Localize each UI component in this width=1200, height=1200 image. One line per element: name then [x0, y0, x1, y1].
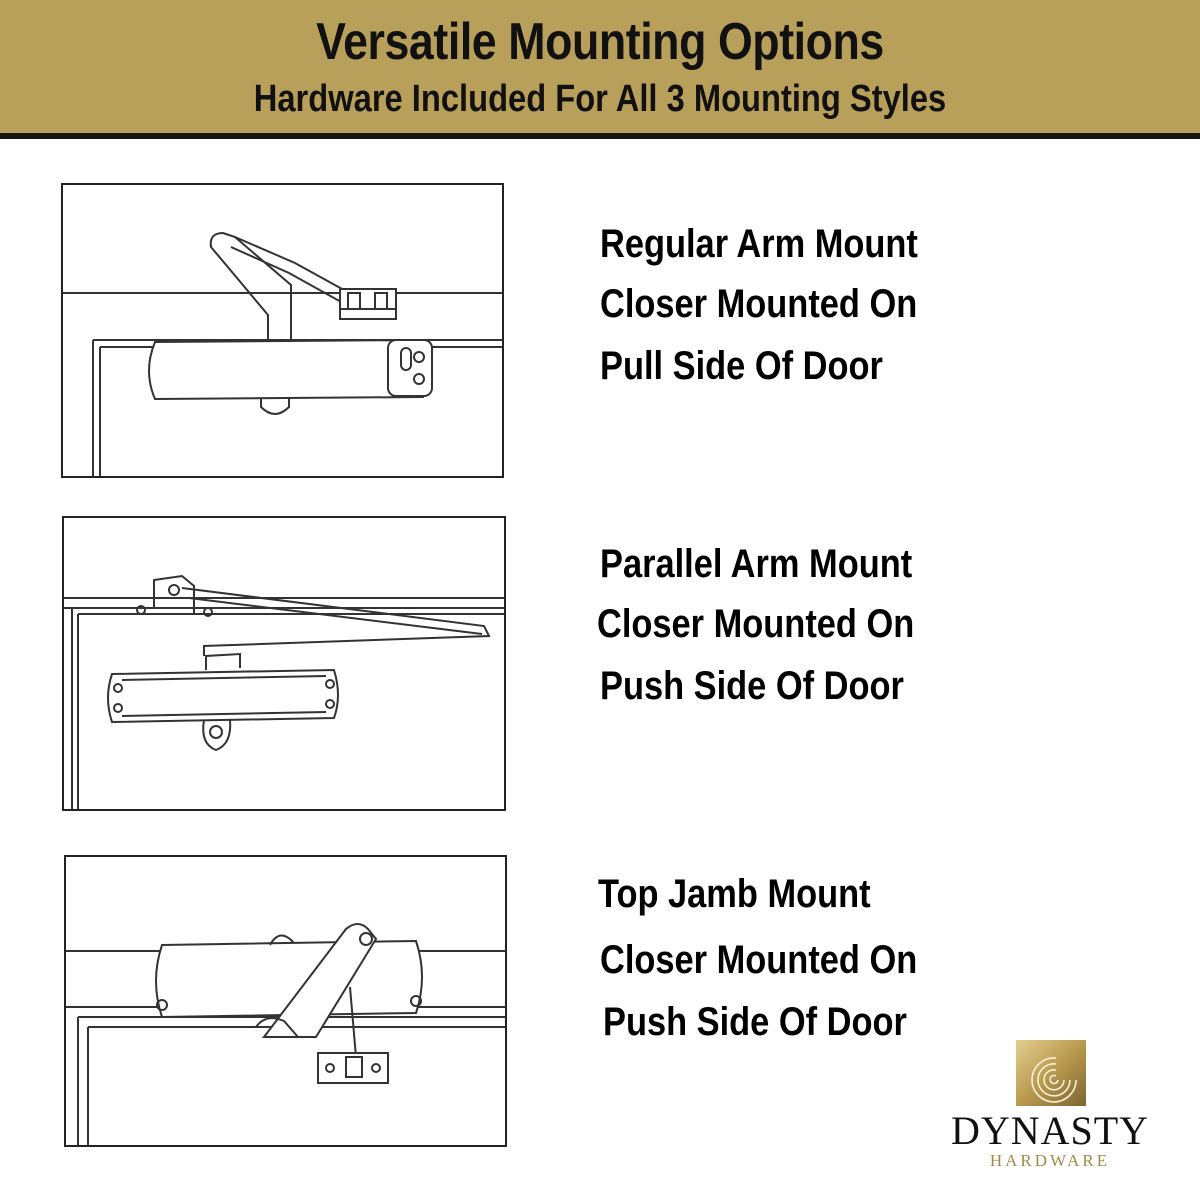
caption-line: Top Jamb Mount	[598, 872, 871, 916]
caption-line: Parallel Arm Mount	[600, 542, 913, 586]
caption-line: Regular Arm Mount	[600, 222, 918, 266]
logo-subtitle: HARDWARE	[989, 1151, 1111, 1170]
regular-arm-mount-illustration	[61, 183, 504, 478]
logo-name: DYNASTY	[950, 1108, 1150, 1153]
header-banner	[0, 0, 1200, 139]
dynasty-hardware-logo	[950, 1035, 1150, 1175]
caption-line: Push Side Of Door	[600, 664, 904, 708]
parallel-arm-mount-illustration	[62, 516, 506, 811]
caption-line: Closer Mounted On	[600, 938, 918, 982]
caption-line: Closer Mounted On	[600, 282, 918, 326]
caption-line: Closer Mounted On	[597, 602, 915, 646]
page-title: Versatile Mounting Options	[316, 13, 884, 71]
regular-arm-mount-caption	[600, 222, 1120, 402]
page-subtitle: Hardware Included For All 3 Mounting Styles	[253, 78, 947, 120]
top-jamb-mount-caption	[598, 872, 1118, 1052]
caption-line: Push Side Of Door	[603, 1000, 907, 1044]
parallel-arm-mount-caption	[597, 542, 1120, 722]
caption-line: Pull Side Of Door	[600, 344, 883, 388]
logo-mark-icon	[1016, 1040, 1086, 1106]
top-jamb-mount-illustration	[64, 855, 507, 1147]
